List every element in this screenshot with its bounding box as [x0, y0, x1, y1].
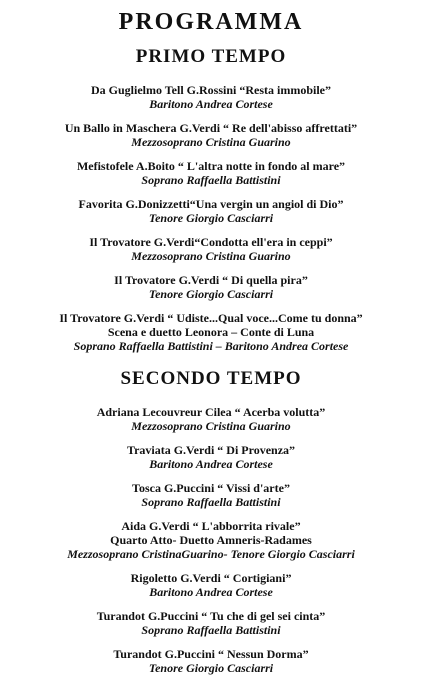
piece-title: Il Trovatore G.Verdi“Condotta ell'era in ceppi” — [89, 235, 333, 249]
program-item — [0, 405, 422, 433]
performer: Mezzosoprano Cristina Guarino — [131, 249, 291, 263]
piece-title: Il Trovatore G.Verdi “ Udiste...Qual voce...Come tu donna” — [59, 311, 363, 325]
program-item — [0, 83, 422, 111]
piece-title: Tosca G.Puccini “ Vissi d'arte” — [132, 481, 290, 495]
piece-title: Il Trovatore G.Verdi “ Di quella pira” — [114, 273, 308, 287]
program-item — [0, 519, 422, 561]
piece-title: Da Guglielmo Tell G.Rossini “Resta immobile” — [90, 83, 331, 97]
program-item — [0, 273, 422, 301]
piece-title: Turandot G.Puccini “ Tu che di gel sei cinta” — [96, 609, 326, 623]
program-item — [0, 647, 422, 675]
performer: Soprano Raffaella Battistini — [141, 173, 281, 187]
program-item — [0, 121, 422, 149]
program-item — [0, 571, 422, 599]
performer: Mezzosoprano Cristina Guarino — [131, 135, 291, 149]
piece-title: Rigoletto G.Verdi “ Cortigiani” — [130, 571, 292, 585]
program-item — [0, 235, 422, 263]
performer: Baritono Andrea Cortese — [149, 97, 273, 111]
piece-title: Favorita G.Donizzetti“Una vergin un angiol di Dio” — [78, 197, 344, 211]
program-item — [0, 159, 422, 187]
program-item — [0, 609, 422, 637]
performer: Mezzosoprano Cristina Guarino — [131, 419, 291, 433]
performer: Soprano Raffaella Battistini – Baritono Andrea Cortese — [73, 339, 349, 353]
piece-title: Aida G.Verdi “ L'abborrita rivale” — [121, 519, 301, 533]
page-title: PROGRAMMA — [118, 9, 304, 35]
piece-title: Un Ballo in Maschera G.Verdi “ Re dell'abisso affrettati” — [64, 121, 358, 135]
section-heading-secondo-tempo: SECONDO TEMPO — [120, 368, 302, 389]
program-item — [0, 443, 422, 471]
piece-subtitle: Quarto Atto- Duetto Amneris-Radames — [110, 533, 312, 547]
program-item — [0, 311, 422, 353]
piece-title: Mefistofele A.Boito “ L'altra notte in fondo al mare” — [76, 159, 346, 173]
piece-title: Traviata G.Verdi “ Di Provenza” — [126, 443, 296, 457]
section-heading-primo-tempo: PRIMO TEMPO — [135, 46, 287, 67]
program-item — [0, 481, 422, 509]
primo-tempo-list — [0, 83, 422, 353]
performer: Mezzosoprano CristinaGuarino- Tenore Giorgio Casciarri — [67, 547, 355, 561]
piece-title: Adriana Lecouvreur Cilea “ Acerba volutta” — [96, 405, 326, 419]
secondo-tempo-list — [0, 405, 422, 675]
performer: Soprano Raffaella Battistini — [141, 495, 281, 509]
performer: Tenore Giorgio Casciarri — [148, 211, 274, 225]
program-item — [0, 197, 422, 225]
performer: Baritono Andrea Cortese — [149, 457, 273, 471]
performer: Baritono Andrea Cortese — [149, 585, 273, 599]
piece-subtitle: Scena e duetto Leonora – Conte di Luna — [107, 325, 315, 339]
performer: Tenore Giorgio Casciarri — [148, 287, 274, 301]
performer: Soprano Raffaella Battistini — [141, 623, 281, 637]
performer: Tenore Giorgio Casciarri — [148, 661, 274, 675]
piece-title: Turandot G.Puccini “ Nessun Dorma” — [113, 647, 309, 661]
